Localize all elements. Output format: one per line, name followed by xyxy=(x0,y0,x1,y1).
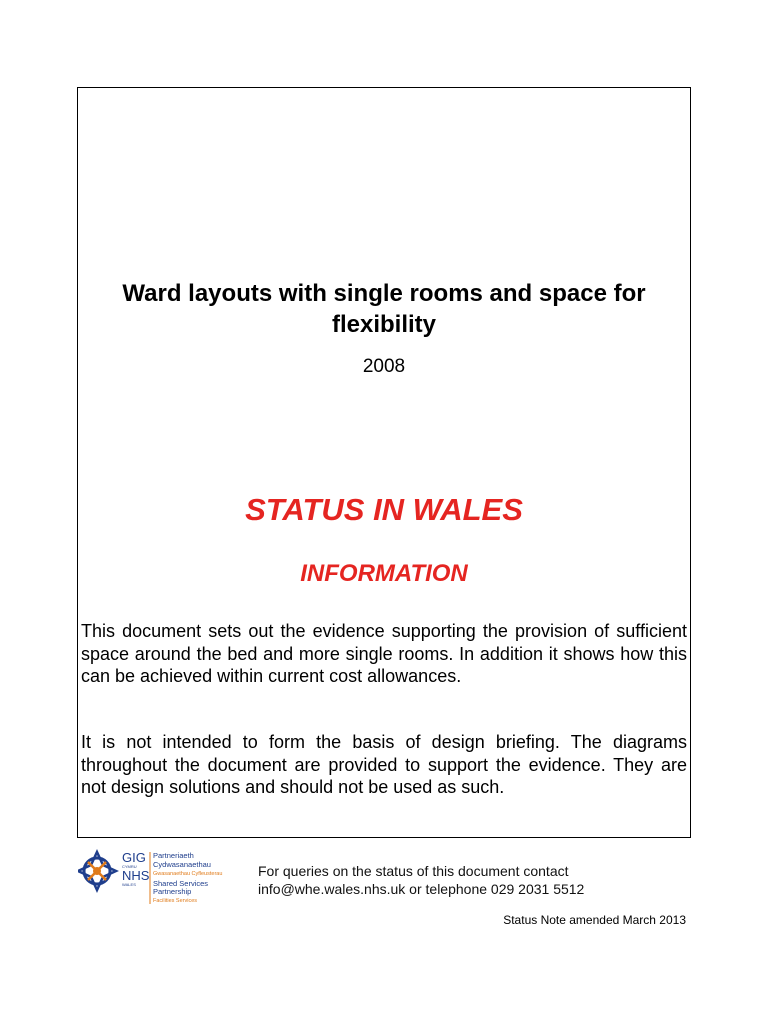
paragraph-disclaimer: It is not intended to form the basis of design briefing. The diagrams throughout the document are provided to support the evidence. They are not design solutions and should not be used as such. xyxy=(81,732,687,797)
celtic-knot-icon xyxy=(78,852,116,890)
document-title: Ward layouts with single rooms and space for flexibility xyxy=(122,280,646,338)
contact-line-1: For queries on the status of this document contact xyxy=(258,863,569,879)
paragraph-evidence: This document sets out the evidence supporting the provision of sufficient space around the bed and more single rooms. In addition it shows how this can be achieved within current cost allowances. xyxy=(81,621,687,686)
amended-note: Status Note amended March 2013 xyxy=(503,913,686,927)
logo-gig-text: GIG xyxy=(122,850,146,865)
logo-line-5: Partnership xyxy=(153,887,192,896)
logo-cymru-text: CYMRU xyxy=(122,864,137,869)
status-type: INFORMATION xyxy=(300,560,468,587)
logo-line-6: Facilities Services xyxy=(153,898,198,904)
logo-line-4: Shared Services xyxy=(153,879,209,888)
logo-nhs-text: NHS xyxy=(122,868,150,883)
document-cover-frame xyxy=(77,87,691,838)
status-heading: STATUS IN WALES xyxy=(245,492,523,527)
contact-info xyxy=(258,862,584,898)
document-year: 2008 xyxy=(362,356,406,377)
logo-line-2: Cydwasanaethau xyxy=(153,860,211,869)
logo-line-3: Gwasanaethau Cyfleusterau xyxy=(153,871,223,877)
logo-wales-text: WALES xyxy=(122,882,136,887)
nhs-shared-services-logo xyxy=(78,849,254,907)
logo-line-1: Partneriaeth xyxy=(153,851,194,860)
contact-line-2: info@whe.wales.nhs.uk or telephone 029 2031 5512 xyxy=(258,881,585,897)
